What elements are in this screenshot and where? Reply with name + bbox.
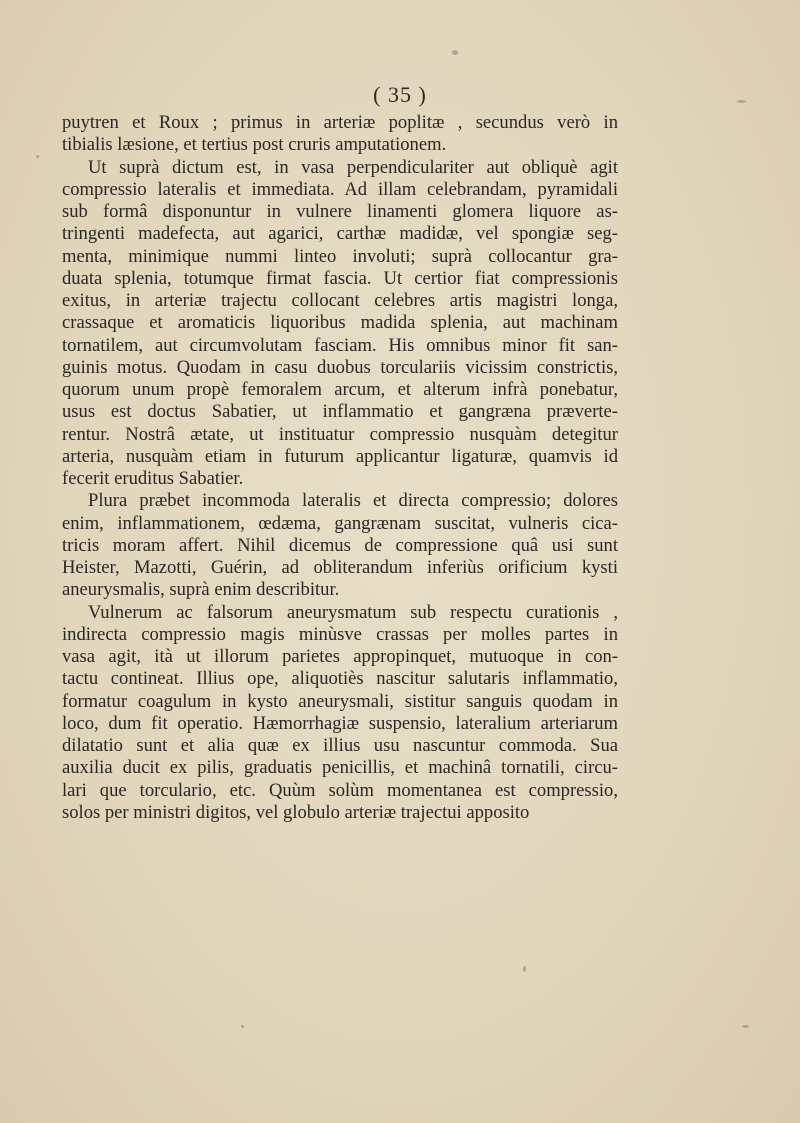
text-line: compressio lateralis et immediata. Ad illam celebrandam, pyramidali xyxy=(62,178,618,200)
text-line: Plura præbet incommoda lateralis et directa compressio; dolores xyxy=(88,490,618,512)
text-line: loco, dum fit operatio. Hæmorrhagiæ suspensio, lateralium arteriarum xyxy=(62,712,618,734)
text-line: tornatilem, aut circumvolutam fasciam. His omnibus minor fit san- xyxy=(62,334,618,356)
paragraph xyxy=(62,602,618,825)
text-line: sub formâ disponuntur in vulnere linamenti glomera liquore as- xyxy=(62,201,618,222)
text-line: tringenti madefecta, aut agarici, carthæ madidæ, vel spongiæ seg- xyxy=(62,223,618,245)
paragraph xyxy=(62,490,618,601)
text-line: duata splenia, totumque firmat fascia. Ut certior fiat compressionis xyxy=(62,267,618,289)
text-line: tactu contineat. Illius ope, aliquotiès nascitur salutaris inflammatio, xyxy=(62,668,618,690)
text-line: crassaque et aromaticis liquoribus madida splenia, aut machinam xyxy=(62,312,618,334)
paper-speck xyxy=(241,1025,244,1028)
body-text xyxy=(62,112,618,824)
paper-speck xyxy=(742,1025,749,1028)
text-line: vasa agit, ità ut illorum parietes appropinquet, mutuoque in con- xyxy=(62,646,618,667)
text-line: Vulnerum ac falsorum aneurysmatum sub respectu curationis , xyxy=(88,601,618,623)
text-line: tibialis læsione, et tertius post cruris amputationem. xyxy=(62,134,447,156)
text-line: solos per ministri digitos, vel globulo arteriæ trajectui apposito xyxy=(62,801,530,823)
paper-speck xyxy=(452,50,458,55)
text-line: lari que torculario, etc. Quùm solùm momentanea est compressio, xyxy=(62,779,618,801)
text-line: Ut suprà dictum est, in vasa perpendiculariter aut obliquè agit xyxy=(88,156,618,178)
text-line: fecerit eruditus Sabatier. xyxy=(62,468,244,489)
text-line: arteria, nusquàm etiam in futurum applicantur ligaturæ, quamvis id xyxy=(62,445,618,467)
text-line: indirecta compressio magis minùsve crassas per molles partes in xyxy=(62,623,618,645)
text-line: auxilia ducit ex pilis, graduatis penicillis, et machinâ tornatili, circu- xyxy=(62,757,618,779)
text-line: puytren et Roux ; primus in arteriæ poplitæ , secundus verò in xyxy=(62,112,618,133)
paper-speck xyxy=(36,155,39,158)
text-line: Heister, Mazotti, Guérin, ad obliterandum inferiùs orificium kysti xyxy=(62,557,618,578)
text-line: menta, minimique nummi linteo involuti; suprà collocantur gra- xyxy=(62,245,618,267)
text-line: exitus, in arteriæ trajectu collocant celebres artis magistri longa, xyxy=(62,290,618,311)
text-line: guinis motus. Quodam in casu duobus torculariis vicissim constrictis, xyxy=(62,356,618,378)
paper-speck xyxy=(523,966,526,972)
paragraph xyxy=(62,157,618,491)
text-line: usus est doctus Sabatier, ut inflammatio et gangræna præverte- xyxy=(62,401,618,423)
paragraph xyxy=(62,112,618,157)
text-line: rentur. Nostrâ ætate, ut instituatur compressio nusquàm detegitur xyxy=(62,423,618,445)
text-line: quorum unum propè femoralem arcum, et alterum infrà ponebatur, xyxy=(62,379,618,400)
text-line: aneurysmalis, suprà enim describitur. xyxy=(62,579,340,601)
text-line: dilatatio sunt et alia quæ ex illius usu nascuntur commoda. Sua xyxy=(62,735,618,756)
text-line: enim, inflammationem, œdæma, gangrænam suscitat, vulneris cica- xyxy=(62,512,618,534)
text-line: tricis moram affert. Nihil dicemus de compressione quâ usi sunt xyxy=(62,534,618,556)
text-line: formatur coagulum in kysto aneurysmali, sistitur sanguis quodam in xyxy=(62,690,618,712)
page-number: ( 35 ) xyxy=(373,82,427,107)
